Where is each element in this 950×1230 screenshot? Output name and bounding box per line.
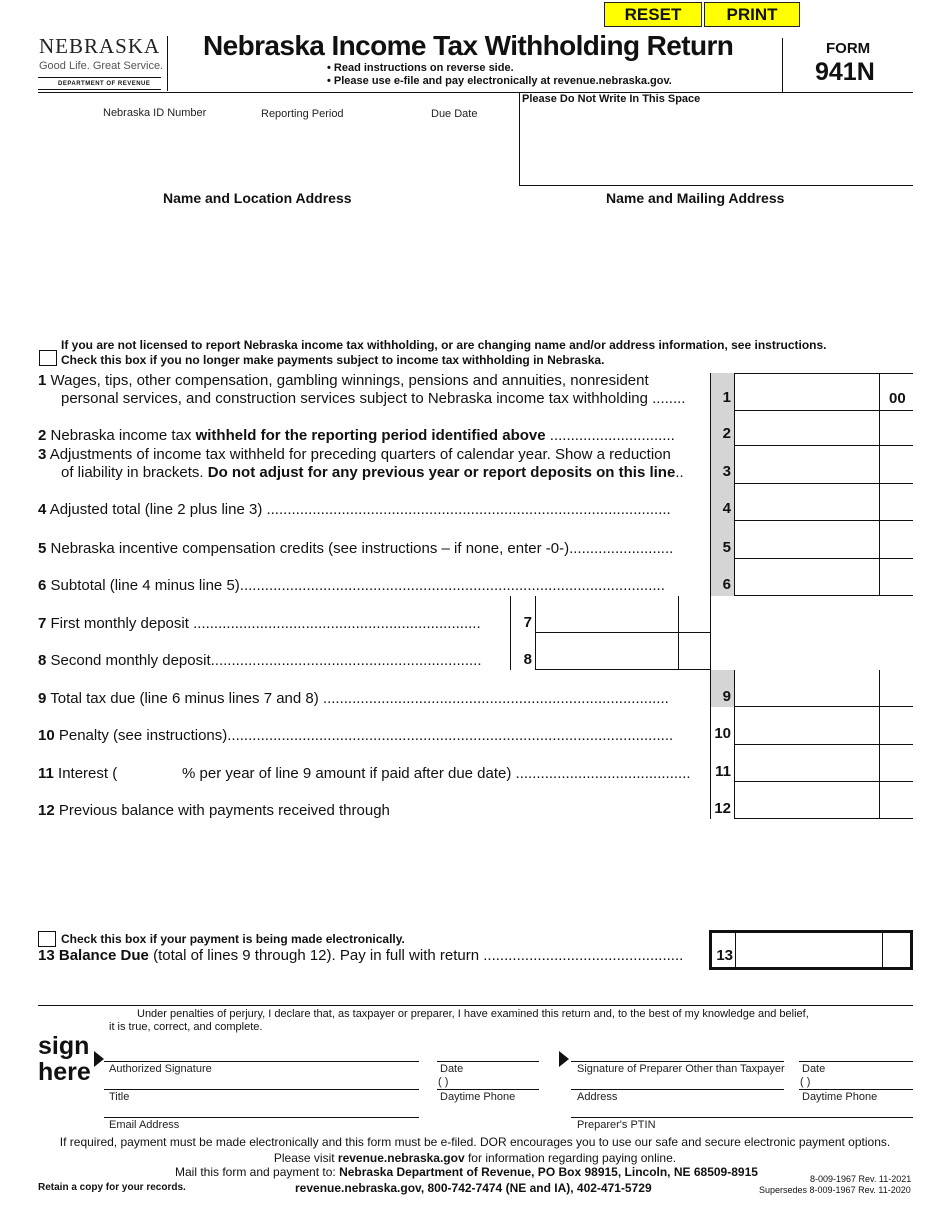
line-12-box-number: 12 <box>710 782 735 819</box>
line-5-text: 5 Nebraska incentive compensation credits (see instructions – if none, enter -0-)......................... <box>38 540 674 557</box>
address-label: Address <box>577 1091 618 1103</box>
line-1-cents-divider <box>879 373 880 411</box>
line-10-cents-divider <box>879 707 880 745</box>
retain-copy-note: Retain a copy for your records. <box>38 1182 186 1193</box>
line-2-box-number: 2 <box>710 411 735 446</box>
line-2-cents-divider <box>879 411 880 446</box>
line-9-box-number: 9 <box>710 670 735 707</box>
date-label-1: Date <box>440 1063 464 1075</box>
line-9-cents-divider <box>879 670 880 707</box>
sign-arrow-icon <box>94 1051 104 1067</box>
instruction-bullet-1: • Read instructions on reverse side. <box>327 62 514 74</box>
logo-nebraska: NEBRASKA <box>39 34 161 58</box>
daytime-phone-label-2: Daytime Phone <box>802 1091 878 1103</box>
office-use-box <box>519 92 913 186</box>
authorized-signature-line[interactable] <box>104 1061 419 1062</box>
line-1-box-number: 1 <box>710 373 735 411</box>
print-button[interactable]: PRINT <box>704 2 800 27</box>
due-date-label: Due Date <box>431 108 478 120</box>
line-12-text: 12 Previous balance with payments received through <box>38 802 390 819</box>
ptin-line[interactable] <box>571 1117 913 1118</box>
line-13-text: 13 Balance Due (total of lines 9 through 12). Pay in full with return ................................................ <box>38 947 684 964</box>
phone-paren-2: ( ) <box>800 1076 811 1088</box>
license-notice: If you are not licensed to report Nebraska income tax withholding, or are changing name and/or address information, see instructions. <box>61 338 827 352</box>
title-label: Title <box>109 1091 130 1103</box>
line-11-text-b: % per year of line 9 amount if paid after due date) .......................................... <box>182 765 691 782</box>
no-payments-checkbox[interactable] <box>39 350 57 366</box>
revision-number: 8-009-1967 Rev. 11-2021 <box>810 1174 912 1184</box>
reset-button[interactable]: RESET <box>604 2 702 27</box>
perjury-statement-b: it is true, correct, and complete. <box>109 1021 263 1033</box>
line-8-amount-field[interactable] <box>535 633 711 670</box>
line-1-text <box>38 372 649 390</box>
line-1-number: 1 <box>38 372 47 389</box>
line-2-text: 2 Nebraska income tax withheld for the reporting period identified above .............................. <box>38 427 675 444</box>
line-4-box-number: 4 <box>710 484 735 521</box>
form-title: Nebraska Income Tax Withholding Return <box>203 30 734 61</box>
line-12-amount-field[interactable] <box>735 782 913 819</box>
header-divider <box>167 36 168 91</box>
line-9-text: 9 Total tax due (line 6 minus lines 7 and 8) ................................................................................... <box>38 690 669 707</box>
line-4-cents-divider <box>879 484 880 521</box>
line-12-cents-divider <box>879 782 880 819</box>
mail-notice: Mail this form and payment to: Nebraska Department of Revenue, PO Box 98915, Lincoln, NE 68509-8915 <box>175 1165 758 1179</box>
authorized-signature-label: Authorized Signature <box>109 1063 212 1075</box>
line-3-cents-divider <box>879 446 880 484</box>
line-13-cents-divider <box>882 933 883 967</box>
line-5-amount-field[interactable] <box>735 521 913 559</box>
line-11-cents-divider <box>879 745 880 782</box>
line-10-amount-field[interactable] <box>735 707 913 745</box>
location-address-label: Name and Location Address <box>163 190 352 206</box>
line-8-text: 8 Second monthly deposit................................................................. <box>38 652 482 669</box>
line-7-box-number: 7 <box>510 596 535 633</box>
line-6-amount-field[interactable] <box>735 559 913 596</box>
line-9-amount-field[interactable] <box>735 670 913 707</box>
title-line[interactable] <box>104 1089 419 1090</box>
no-payments-label: Check this box if you no longer make payments subject to income tax withholding in Nebraska. <box>61 353 605 367</box>
phone-line-1[interactable] <box>437 1089 539 1090</box>
line-1-amount-field[interactable] <box>735 373 913 411</box>
line-13-amount-field[interactable] <box>737 933 882 967</box>
line-1-desc-a: Wages, tips, other compensation, gambling winnings, pensions and annuities, nonresident <box>50 372 649 389</box>
office-use-label: Please Do Not Write In This Space <box>522 93 701 105</box>
address-line[interactable] <box>571 1089 784 1090</box>
line-1-cents: 00 <box>889 390 906 407</box>
line-3-box-number: 3 <box>710 446 735 484</box>
logo-divider <box>38 77 161 78</box>
line-6-cents-divider <box>879 559 880 596</box>
line-2-amount-field[interactable] <box>735 411 913 446</box>
phone-paren-1: ( ) <box>438 1076 449 1088</box>
visit-notice: Please visit revenue.nebraska.gov for information regarding paying online. <box>273 1151 677 1165</box>
line-10-text: 10 Penalty (see instructions)........................................................................................................... <box>38 727 674 744</box>
form-number: 941N <box>815 58 875 86</box>
line-11-text: 11 Interest ( <box>38 765 118 782</box>
date-line-1[interactable] <box>437 1061 539 1062</box>
line-10-box-number: 10 <box>710 707 735 745</box>
balance-due-box <box>709 930 913 970</box>
line-4-amount-field[interactable] <box>735 484 913 521</box>
interest-rate-field[interactable] <box>112 763 174 783</box>
reporting-period-label: Reporting Period <box>261 108 344 120</box>
ptin-label: Preparer's PTIN <box>577 1119 656 1131</box>
preparer-signature-line[interactable] <box>571 1061 784 1062</box>
date-label-2: Date <box>802 1063 826 1075</box>
nebraska-id-label: Nebraska ID Number <box>103 107 207 119</box>
signature-top-rule <box>38 1005 913 1006</box>
contact-info: revenue.nebraska.gov, 800-742-7474 (NE and IA), 402-471-5729 <box>295 1181 652 1195</box>
electronic-payment-label: Check this box if your payment is being made electronically. <box>61 932 405 946</box>
line-6-text: 6 Subtotal (line 4 minus line 5)...................................................................................................... <box>38 577 665 594</box>
line-1-text-b: personal services, and construction services subject to Nebraska income tax withholding ........ <box>61 390 686 407</box>
sign-label: sign <box>38 1032 90 1060</box>
line-3-text-b: of liability in brackets. Do not adjust for any previous year or report deposits on this line.. <box>61 464 684 481</box>
line-7-text: 7 First monthly deposit ..................................................................... <box>38 615 481 632</box>
line-7-8-right-border <box>710 596 711 670</box>
perjury-statement: Under penalties of perjury, I declare that, as taxpayer or preparer, I have examined this return and, to the best of my knowledge and belief, <box>137 1008 809 1020</box>
supersedes-note: Supersedes 8-009-1967 Rev. 11-2020 <box>759 1185 911 1195</box>
line-13-box-number: 13 <box>712 933 736 967</box>
line-6-box-number: 6 <box>710 559 735 596</box>
line-5-box-number: 5 <box>710 521 735 559</box>
line-12-date-field[interactable] <box>410 800 530 820</box>
logo-tagline: Good Life. Great Service. <box>39 60 164 72</box>
logo-dept: DEPARTMENT OF REVENUE <box>58 81 151 87</box>
line-11-amount-field[interactable] <box>735 745 913 782</box>
here-label: here <box>38 1058 91 1086</box>
line-3-text: 3 Adjustments of income tax withheld for preceding quarters of calendar year. Show a reduction <box>38 446 671 463</box>
daytime-phone-label-1: Daytime Phone <box>440 1091 516 1103</box>
efile-notice: If required, payment must be made electronically and this form must be e-filed. DOR encourages you to use our safe and secure electronic payment options. <box>59 1135 891 1149</box>
line-4-text: 4 Adjusted total (line 2 plus line 3) ................................................................................................. <box>38 501 671 518</box>
electronic-payment-checkbox[interactable] <box>38 931 56 947</box>
email-label: Email Address <box>109 1119 180 1131</box>
phone-line-2[interactable] <box>799 1089 913 1090</box>
line-11-box-number: 11 <box>710 745 735 782</box>
mailing-address-label: Name and Mailing Address <box>606 190 785 206</box>
form-label: FORM <box>826 40 871 57</box>
line-5-cents-divider <box>879 521 880 559</box>
line-7-amount-field[interactable] <box>535 596 711 633</box>
email-line[interactable] <box>104 1117 419 1118</box>
preparer-arrow-icon <box>559 1051 569 1067</box>
instruction-bullet-2: • Please use e-file and pay electronically at revenue.nebraska.gov. <box>327 75 672 87</box>
date-line-2[interactable] <box>799 1061 913 1062</box>
line-3-amount-field[interactable] <box>735 446 913 484</box>
logo-divider-2 <box>38 89 161 90</box>
form-number-divider <box>782 38 783 92</box>
preparer-signature-label: Signature of Preparer Other than Taxpayer <box>577 1063 785 1075</box>
line-8-box-number: 8 <box>510 633 535 670</box>
